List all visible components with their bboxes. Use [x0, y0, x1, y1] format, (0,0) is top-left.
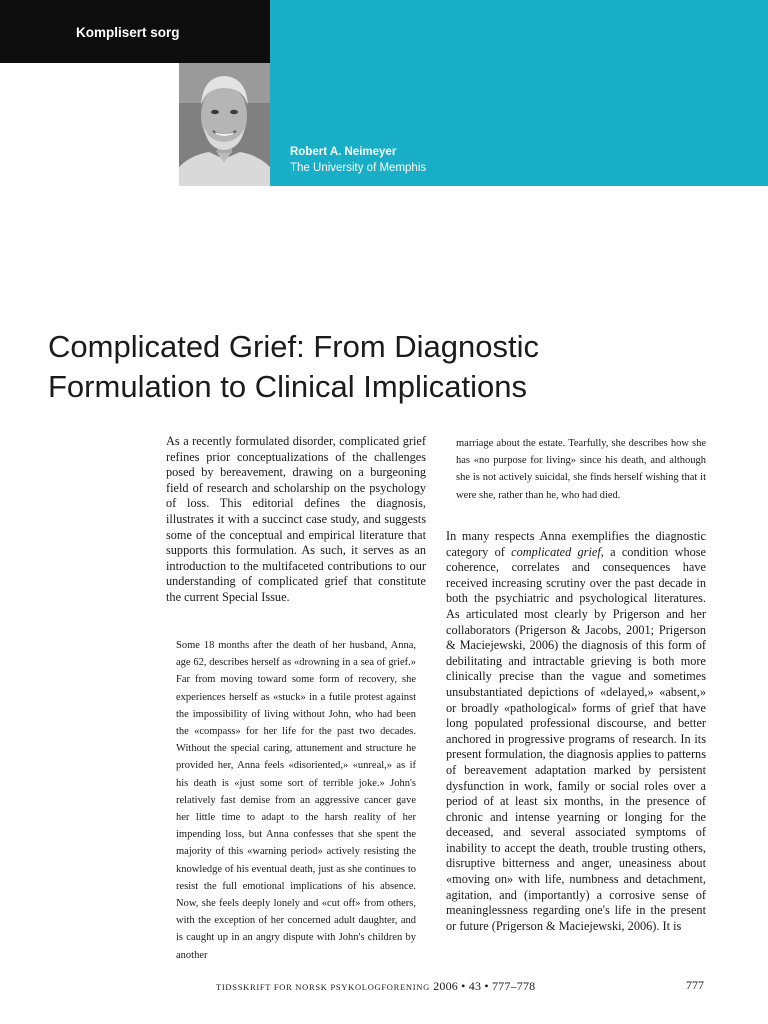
author-banner	[270, 0, 768, 186]
title-line: Formulation to Clinical Implications	[48, 369, 527, 404]
section-label: Komplisert sorg	[76, 25, 180, 40]
page-number: 777	[686, 978, 704, 992]
article-title	[48, 327, 728, 407]
journal-citation: 2006 • 43 • 777–778	[433, 979, 536, 993]
author-portrait-image	[179, 63, 270, 186]
body-text-segment: In many respects Anna exemplifies the diagnostic category of	[446, 529, 706, 559]
case-study-part2: marriage about the estate. Tearfully, she describes how she has «no purpose for living» since his death, and although she is not actively suicidal, she finds herself wishing that it were she, rather than he, who had died.	[456, 438, 706, 501]
title-line: Complicated Grief: From Diagnostic	[48, 329, 539, 364]
abstract: As a recently formulated disorder, complicated grief refines prior conceptualizations of the challenges posed by bereavement, drawing on a burgeoning field of research and scholarship on the psychology of loss. This editorial defines the diagnosis, illustrates it with a succinct case study, and suggests some of the conceptual and empirical literature that supports this formulation. As such, it serves as an introduction to the multifaceted contributions to our understanding of complicated grief that constitute the current Special Issue.	[166, 434, 426, 604]
main-body-text	[446, 529, 706, 934]
italic-term: complicated grief	[511, 544, 601, 559]
author-name: Robert A. Neimeyer	[290, 146, 397, 158]
author-affiliation: The University of Memphis	[290, 162, 427, 174]
author-photo	[179, 63, 270, 186]
page-footer	[216, 979, 535, 994]
body-text-segment: , a condition whose coherence, correlates and consequences have received increasing scrutiny over the past decade in both the psychiatric and psychological literatures. As articulated most clearly by Prigerson and her collaborators (Prigerson & Jacobs, 2001; Prigerson & Maciejewski, 2006) the diagnosis of this form of debilitating and intractable grieving is both more clinically precise than the vague and sometimes unsubstantiated depictions of «delayed,» «absent,» or broadly «pathological» forms of grief that have long populated professional discourse, and better anchored in progressive programs of research. In its present formulation, the diagnosis applies to patterns of bereavement adaptation marked by persistent dysfunction in work, family or social roles over a period of at least six months, in the presence of chronic and intense yearning or longing for the deceased, and several associated symptoms of inability to accept the death, trouble trusting others, disruptive bitterness and anger, uneasiness about «moving on» with life, numbness and detachment, agitation, and (importantly) a corrosive sense of meaninglessness regarding one's life in the present or future (Prigerson & Maciejewski, 2006). It is	[446, 544, 706, 933]
journal-name: TIDSSKRIFT FOR NORSK PSYKOLOGFORENING	[216, 982, 430, 992]
case-study-part1: Some 18 months after the death of her husband, Anna, age 62, describes herself as «drowning in a sea of grief.» Far from moving toward some form of recovery, she experiences herself as «stuck» in a futile protest against the impossibility of living without John, who had been the «compass» for her life for the past two decades. Without the special caring, attunement and structure he provided her, Anna feels «disoriented,» «unreal,» as if his death is «just some sort of terrible joke.» John's relatively fast demise from an aggressive cancer gave her little time to adapt to the harsh reality of her impending loss, but Anna confesses that she spent the majority of this «warning period» actively resisting the knowledge of his eventual death, just as she continues to resist the full emotional implications of his absence. Now, she feels deeply lonely and «cut off» from others, with the exception of her concerned adult daughter, and is caught up in an angry dispute with John's children by another	[176, 640, 416, 961]
